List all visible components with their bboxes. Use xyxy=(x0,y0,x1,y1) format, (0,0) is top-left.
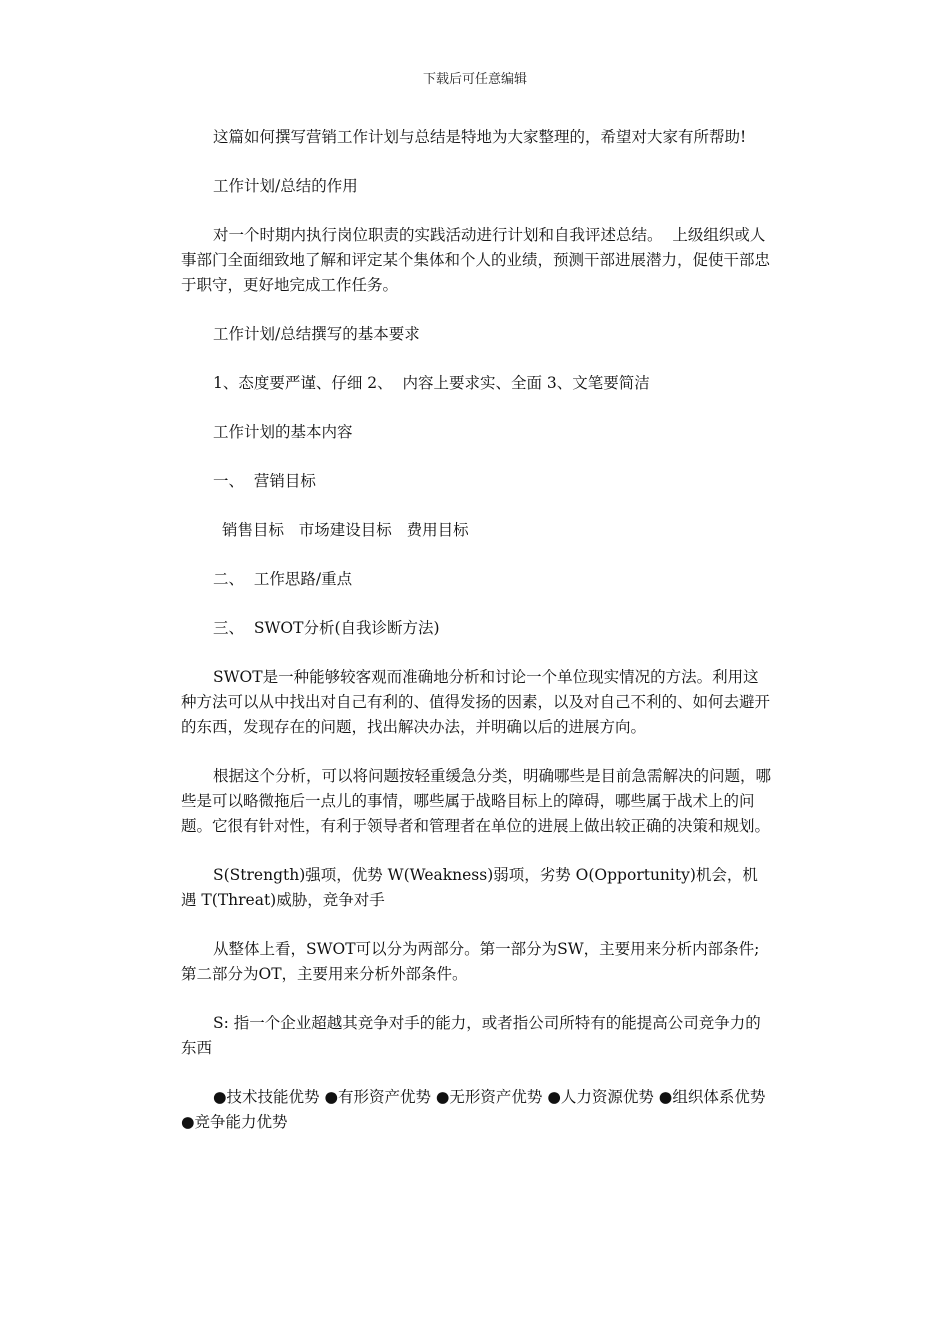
swot-description-paragraph: SWOT是一种能够较客观而准确地分析和讨论一个单位现实情况的方法。利用这种方法可以从中找出对自己有利的、值得发扬的因素，以及对自己不利的、如何去避开的东西，发现存在的问题，找出解决办法，并明确以后的进展方向。 xyxy=(181,668,771,736)
page-header: 下载后可任意编辑 xyxy=(422,72,527,87)
requirements-list: 1、态度要严谨、仔细 2、 内容上要求实、全面 3、文笔要简洁 xyxy=(213,374,650,392)
goal-types: 销售目标 市场建设目标 费用目标 xyxy=(222,521,469,539)
item-work-ideas: 二、 工作思路/重点 xyxy=(213,570,353,588)
intro-paragraph: 这篇如何撰写营销工作计划与总结是特地为大家整理的，希望对大家有所帮助! xyxy=(213,128,747,146)
item-marketing-goals: 一、 营销目标 xyxy=(213,472,316,490)
strength-bullets: ●技术技能优势 ●有形资产优势 ●无形资产优势 ●人力资源优势 ●组织体系优势 ●竞争能力优势 xyxy=(181,1088,771,1131)
item-swot-analysis: 三、 SWOT分析(自我诊断方法) xyxy=(213,619,440,637)
section-heading-purpose: 工作计划/总结的作用 xyxy=(213,177,358,195)
swot-parts-paragraph: 从整体上看，SWOT可以分为两部分。第一部分为SW，主要用来分析内部条件;第二部分为OT，主要用来分析外部条件。 xyxy=(181,940,760,983)
document-body xyxy=(181,125,773,1159)
swot-classification-paragraph: 根据这个分析，可以将问题按轻重缓急分类，明确哪些是目前急需解决的问题，哪些是可以略微拖后一点儿的事情，哪些属于战略目标上的障碍，哪些属于战术上的问题。它很有针对性，有利于领导者和管理者在单位的进展上做出较正确的决策和规划。 xyxy=(181,767,772,835)
section-heading-requirements: 工作计划/总结撰写的基本要求 xyxy=(213,325,420,343)
purpose-paragraph: 对一个时期内执行岗位职责的实践活动进行计划和自我评述总结。 上级组织或人事部门全面细致地了解和评定某个集体和个人的业绩，预测干部进展潜力，促使干部忠于职守，更好地完成工作任务。 xyxy=(181,226,771,294)
swot-definitions-paragraph: S(Strength)强项，优势 W(Weakness)弱项，劣势 O(Opportunity)机会，机遇 T(Threat)威胁，竞争对手 xyxy=(181,866,758,909)
strength-definition-paragraph: S: 指一个企业超越其竞争对手的能力，或者指公司所特有的能提高公司竞争力的东西 xyxy=(181,1014,761,1057)
section-heading-content: 工作计划的基本内容 xyxy=(213,423,353,441)
